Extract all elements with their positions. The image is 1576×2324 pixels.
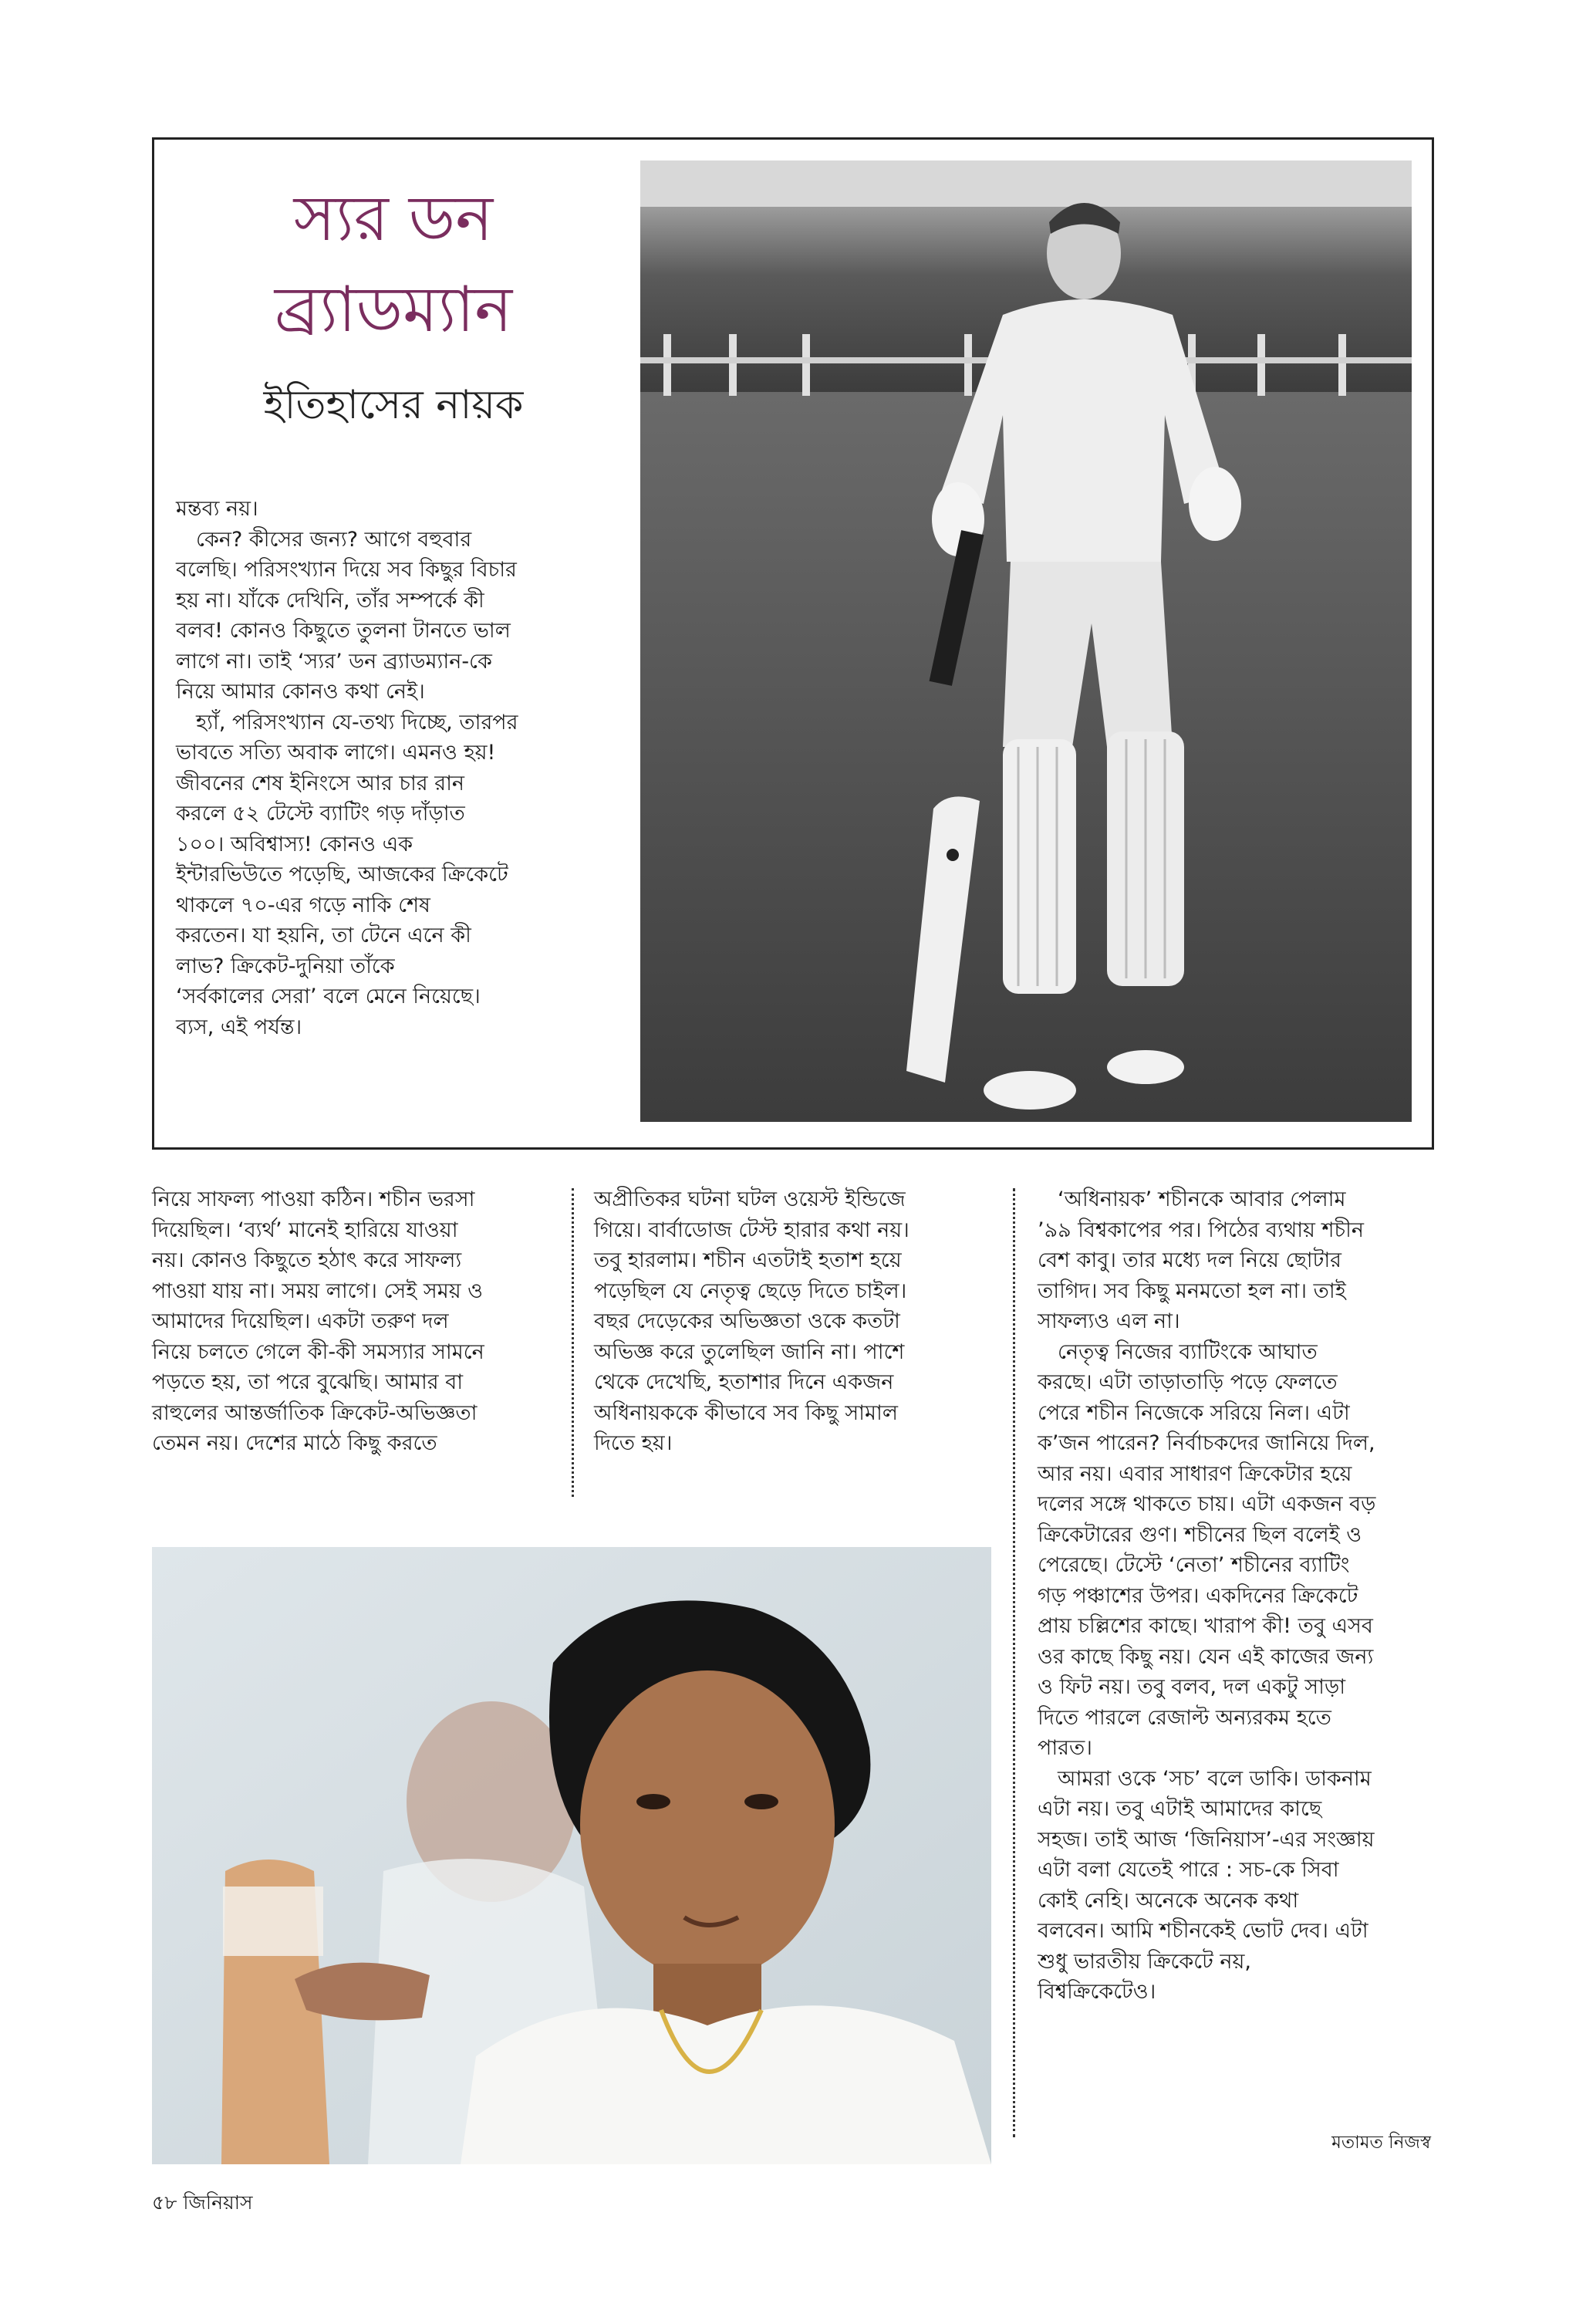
- body-line: পেরে শচীন নিজেকে সরিয়ে নিল। এটা: [1038, 1400, 1350, 1425]
- intro-line: ব্যস, এই পর্যন্ত।: [176, 1015, 302, 1039]
- body-line: পড়েছিল যে নেতৃত্ব ছেড়ে দিতে চাইল।: [594, 1279, 907, 1303]
- body-line: সহজ। তাই আজ ‘জিনিয়াস’-এর সংজ্ঞায়: [1038, 1827, 1375, 1852]
- column-divider: [1013, 1188, 1015, 2137]
- body-line: নেতৃত্ব নিজের ব্যাটিংকে আঘাত: [1058, 1339, 1318, 1364]
- intro-line: বলব! কোনও কিছুতে তুলনা টানতে ভাল: [176, 619, 511, 643]
- body-line: ক্রিকেটারের গুণ। শচীনের ছিল বলেই ও: [1038, 1522, 1362, 1547]
- body-line: নিয়ে সাফল্য পাওয়া কঠিন। শচীন ভরসা: [152, 1187, 475, 1211]
- body-line: ও ফিট নয়। তবু বলব, দল একটু সাড়া: [1038, 1675, 1346, 1699]
- body-line: তবু হারলাম। শচীন এতটাই হতাশ হয়ে: [594, 1248, 902, 1272]
- body-line: দিয়েছিল। ‘ব্যর্থ’ মানেই হারিয়ে যাওয়া: [152, 1218, 458, 1242]
- body-line: পড়তে হয়, তা পরে বুঝেছি। আমার বা: [152, 1370, 464, 1394]
- column-1: [152, 1184, 538, 1459]
- intro-line: করলে ৫২ টেস্টে ব্যাটিং গড় দাঁড়াত: [176, 802, 465, 826]
- body-line: গিয়ে। বার্বাডোজ টেস্ট হারার কথা নয়।: [594, 1218, 909, 1242]
- intro-line: কেন? কীসের জন্য? আগে বহুবার: [196, 527, 472, 552]
- byline: মতামত নিজস্ব: [1331, 2133, 1431, 2153]
- body-line: সাফল্যও এল না।: [1038, 1309, 1180, 1333]
- body-line: নিয়ে চলতে গেলে কী-কী সমস্যার সামনে: [152, 1339, 484, 1364]
- body-line: থেকে দেখেছি, হতাশার দিনে একজন: [594, 1370, 894, 1394]
- body-line: অপ্রীতিকর ঘটনা ঘটল ওয়েস্ট ইন্ডিজে: [594, 1187, 906, 1211]
- body-line: বলবেন। আমি শচীনকেই ভোট দেব। এটা: [1038, 1919, 1368, 1943]
- intro-line: ইন্টারভিউতে পড়েছি, আজকের ক্রিকেটে: [176, 863, 508, 887]
- bradman-photo: [640, 160, 1412, 1122]
- intro-line: জীবনের শেষ ইনিংসে আর চার রান: [176, 771, 465, 795]
- body-line: বছর দেড়েকের অভিজ্ঞতা ওকে কতটা: [594, 1309, 900, 1333]
- body-line: ’৯৯ বিশ্বকাপের পর। পিঠের ব্যথায় শচীন: [1038, 1218, 1364, 1242]
- page-number: ৫৮: [152, 2191, 177, 2214]
- body-line: আমরা ওকে ‘সচ’ বলে ডাকি। ডাকনাম: [1058, 1766, 1372, 1791]
- body-line: তাগিদ। সব কিছু মনমতো হল না। তাই: [1038, 1279, 1346, 1303]
- intro-line: নিয়ে আমার কোনও কথা নেই।: [176, 680, 425, 704]
- article-title: [174, 174, 613, 356]
- body-line: নয়। কোনও কিছুতে হঠাৎ করে সাফল্য: [152, 1248, 462, 1272]
- intro-line: থাকলে ৭০-এর গড়ে নাকি শেষ: [176, 893, 430, 917]
- intro-line: করতেন। যা হয়নি, তা টেনে এনে কী: [176, 924, 471, 948]
- column-3: [1038, 1184, 1439, 2008]
- body-line: শুধু ভারতীয় ক্রিকেটে নয়,: [1038, 1949, 1252, 1974]
- column-2: [594, 1184, 980, 1459]
- body-line: ওর কাছে কিছু নয়। যেন এই কাজের জন্য: [1038, 1644, 1374, 1669]
- body-line: রাহুলের আন্তর্জাতিক ক্রিকেট-অভিজ্ঞতা: [152, 1400, 478, 1425]
- intro-line: হয় না। যাঁকে দেখিনি, তাঁর সম্পর্কে কী: [176, 588, 484, 613]
- column-divider: [572, 1188, 574, 1497]
- body-line: কোই নেহি। অনেকে অনেক কথা: [1038, 1888, 1299, 1913]
- body-line: পাওয়া যায় না। সময় লাগে। সেই সময় ও: [152, 1279, 484, 1303]
- sachin-photo: [152, 1547, 991, 2164]
- body-line: বিশ্বক্রিকেটেও।: [1038, 1980, 1156, 2004]
- body-line: দিতে পারলে রেজাল্ট অন্যরকম হতে: [1038, 1705, 1331, 1730]
- body-line: পেরেছে। টেস্টে ‘নেতা’ শচীনের ব্যাটিং: [1038, 1553, 1350, 1577]
- body-line: পারত।: [1038, 1736, 1092, 1760]
- magazine-name: জিনিয়াস: [183, 2191, 253, 2214]
- body-line: তেমন নয়। দেশের মাঠে কিছু করতে: [152, 1431, 437, 1455]
- page-footer: [152, 2190, 253, 2216]
- body-line: অধিনায়ককে কীভাবে সব কিছু সামাল: [594, 1400, 898, 1425]
- body-line: গড় পঞ্চাশের উপর। একদিনের ক্রিকেটে: [1038, 1583, 1358, 1608]
- intro-line: হ্যাঁ, পরিসংখ্যান যে-তথ্য দিচ্ছে, তারপর: [196, 710, 518, 735]
- intro-line: লাভ? ক্রিকেট-দুনিয়া তাঁকে: [176, 954, 395, 978]
- intro-line: বলেছি। পরিসংখ্যান দিয়ে সব কিছুর বিচার: [176, 558, 517, 582]
- body-line: এটা নয়। তবু এটাই আমাদের কাছে: [1038, 1797, 1322, 1821]
- title-line-2: ব্র্যাডম্যান: [274, 273, 513, 346]
- body-line: করছে। এটা তাড়াতাড়ি পড়ে ফেলতে: [1038, 1370, 1338, 1394]
- body-line: আর নয়। এবার সাধারণ ক্রিকেটার হয়ে: [1038, 1461, 1352, 1486]
- body-line: বেশ কাবু। তার মধ্যে দল নিয়ে ছোটার: [1038, 1248, 1342, 1272]
- body-line: ‘অধিনায়ক’ শচীনকে আবার পেলাম: [1058, 1187, 1346, 1211]
- intro-text: [176, 494, 623, 1042]
- article-subtitle: ইতিহাসের নায়ক: [263, 382, 524, 428]
- intro-line: মন্তব্য নয়।: [176, 497, 258, 521]
- body-line: অভিজ্ঞ করে তুলেছিল জানি না। পাশে: [594, 1339, 905, 1364]
- body-line: ক’জন পারেন? নির্বাচকদের জানিয়ে দিল,: [1038, 1431, 1375, 1455]
- intro-line: ১০০। অবিশ্বাস্য! কোনও এক: [176, 832, 413, 856]
- body-line: দিতে হয়।: [594, 1431, 673, 1455]
- body-line: এটা বলা যেতেই পারে : সচ-কে সিবা: [1038, 1858, 1339, 1882]
- intro-line: লাগে না। তাই ‘স্যর’ ডন ব্র্যাডম্যান-কে: [176, 649, 492, 674]
- body-line: দলের সঙ্গে থাকতে চায়। এটা একজন বড়: [1038, 1492, 1376, 1516]
- body-line: প্রায় চল্লিশের কাছে। খারাপ কী! তবু এসব: [1038, 1614, 1373, 1638]
- intro-line: ‘সর্বকালের সেরা’ বলে মেনে নিয়েছে।: [176, 985, 481, 1008]
- body-line: আমাদের দিয়েছিল। একটা তরুণ দল: [152, 1309, 449, 1333]
- title-line-1: স্যর ডন: [293, 182, 494, 255]
- intro-line: ভাবতে সত্যি অবাক লাগে। এমনও হয়!: [176, 741, 496, 765]
